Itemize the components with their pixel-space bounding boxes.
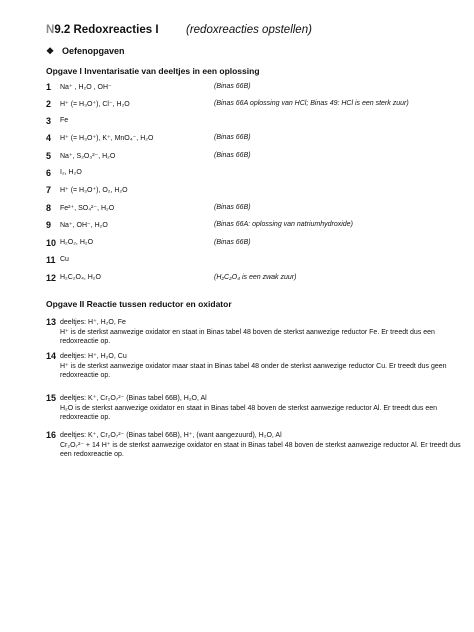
item-number: 16 (46, 430, 57, 440)
item-number: 14 (46, 351, 57, 361)
answer-explanation: Cr₂O₇²⁻ + 14 H⁺ is de sterkst aanwezige oxidator en staat in Binas tabel 48 boven de sterkst aanwezige reductor Al. Er treedt dus een redoxreactie op. (60, 441, 461, 459)
item-number: 8 (46, 203, 52, 213)
item-note: (Binas 66A oplossing van HCl; Binas 49: HCl is een sterk zuur) (214, 100, 409, 107)
opgave1-item (46, 151, 466, 163)
title-subtitle: (redoxreacties opstellen) (186, 24, 312, 36)
item-species: Na⁺ , H₂O , OH⁻ (60, 84, 112, 91)
item-number: 3 (46, 116, 52, 126)
answer-species-line: deeltjes: H⁺, H₂O, Fe (60, 319, 126, 326)
item-answer (60, 394, 466, 423)
opgave2-heading: Opgave II Reactie tussen reductor en oxidator (46, 299, 232, 309)
item-answer (60, 431, 466, 460)
title-prefix: N (46, 24, 55, 36)
item-number: 15 (46, 393, 57, 403)
opgave1-item (46, 82, 466, 94)
opgave1-item (46, 273, 466, 285)
item-note: (Binas 66A: oplossing van natriumhydroxide) (214, 221, 353, 228)
item-species: Cu (60, 256, 69, 263)
diamond-bullet-icon: ❖ (46, 46, 55, 56)
opgave1-item (46, 133, 466, 145)
page-title (46, 24, 312, 36)
opgave1-item (46, 255, 466, 267)
item-note: (Binas 66B) (214, 239, 251, 246)
opgave1-item (46, 238, 466, 250)
opgave1-item (46, 220, 466, 232)
item-number: 9 (46, 220, 52, 230)
item-species: Na⁺, S₂O₃²⁻, H₂O (60, 153, 116, 160)
item-note: (H₂C₂O₄ is een zwak zuur) (214, 274, 297, 281)
item-species: H₂O₂, H₂O (60, 239, 94, 246)
answer-species-line: deeltjes: K⁺, Cr₂O₇²⁻ (Binas tabel 66B), H₂O, Al (60, 395, 207, 402)
section-label: Oefenopgaven (62, 46, 125, 56)
title-main: 9.2 Redoxreacties I (54, 24, 159, 36)
item-number: 10 (46, 238, 57, 248)
item-note: (Binas 66B) (214, 83, 251, 90)
item-note: (Binas 66B) (214, 204, 251, 211)
section-oefenopgaven (46, 46, 125, 57)
item-species: Fe²⁺, SO₄²⁻, H₂O (60, 205, 115, 212)
opgave1-item (46, 203, 466, 215)
item-number: 12 (46, 273, 57, 283)
item-note: (Binas 66B) (214, 134, 251, 141)
item-answer (60, 318, 466, 347)
item-species: H⁺ (= H₃O⁺), O₂, H₂O (60, 187, 128, 194)
item-species: H⁺ (= H₃O⁺), Cl⁻, H₂O (60, 101, 130, 108)
answer-explanation: H⁺ is de sterkst aanwezige oxidator maar staat in Binas tabel 48 onder de sterkst aanwezige reductor Cu. Er treedt dus geen redoxreactie op. (60, 362, 447, 380)
opgave1-heading: Opgave I Inventarisatie van deeltjes in een oplossing (46, 66, 260, 76)
item-species: Fe (60, 117, 69, 124)
item-species: H⁺ (= H₃O⁺), K⁺, MnO₄⁻, H₂O (60, 135, 154, 142)
item-number: 4 (46, 133, 52, 143)
item-number: 11 (46, 255, 56, 265)
item-number: 1 (46, 82, 52, 92)
opgave1-item (46, 99, 466, 111)
item-number: 2 (46, 99, 52, 109)
answer-species-line: deeltjes: H⁺, H₂O, Cu (60, 353, 127, 360)
opgave1-item (46, 185, 466, 197)
item-number: 13 (46, 317, 57, 327)
opgave1-item (46, 168, 466, 180)
opgave1-item (46, 116, 466, 128)
item-number: 6 (46, 168, 52, 178)
item-species: H₂C₂O₄, H₂O (60, 274, 101, 281)
item-number: 7 (46, 185, 52, 195)
answer-species-line: deeltjes: K⁺, Cr₂O₇²⁻ (Binas tabel 66B), H⁺, (want aangezuurd), H₂O, Al (60, 432, 282, 439)
item-note: (Binas 66B) (214, 152, 251, 159)
item-number: 5 (46, 151, 52, 161)
answer-explanation: H⁺ is de sterkst aanwezige oxidator en staat in Binas tabel 48 boven de sterkst aanwezige reductor Fe. Er treedt dus een redoxreactie op. (60, 328, 435, 346)
item-species: Na⁺, OH⁻, H₂O (60, 222, 108, 229)
answer-explanation: H₂O is de sterkst aanwezige oxidator en staat in Binas tabel 48 boven de sterkst aanwezige reductor Al. Er treedt dus een redoxreactie op. (60, 404, 438, 422)
item-answer (60, 352, 466, 381)
item-species: I₂, H₂O (60, 169, 82, 176)
